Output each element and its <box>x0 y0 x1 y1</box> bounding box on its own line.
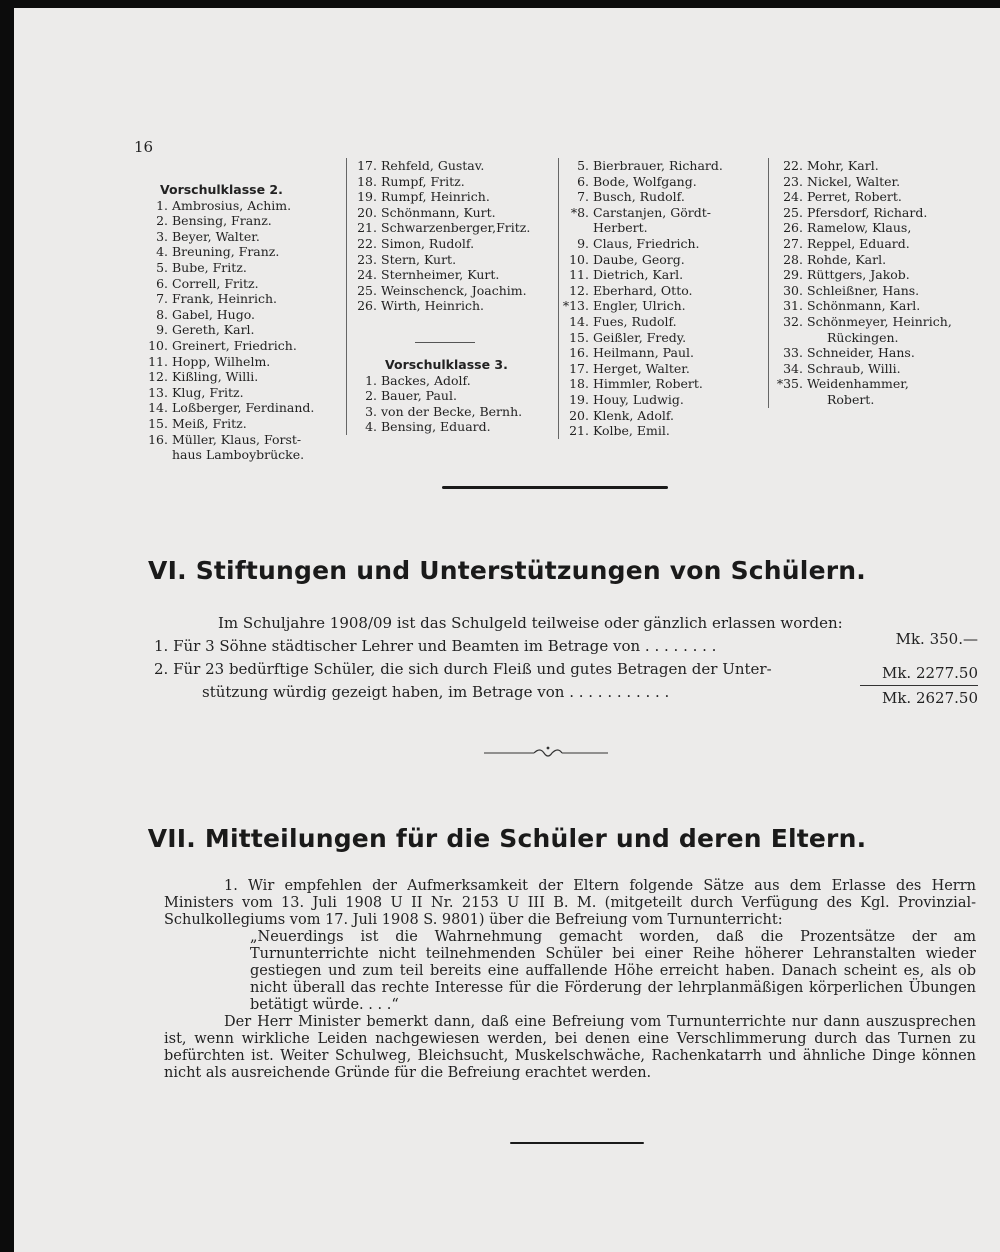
name-list <box>771 158 981 330</box>
entry-number: 2. <box>156 213 168 229</box>
name-list-column-4 <box>768 158 981 408</box>
list-entry <box>771 345 981 361</box>
entry-number: 22. <box>783 158 803 173</box>
name-list-column-3 <box>558 158 761 439</box>
list-entry <box>140 416 345 432</box>
entry-number: 1. <box>365 372 377 388</box>
name-list <box>349 373 549 435</box>
entry-name: Meiß, Fritz. <box>172 415 247 431</box>
list-entry <box>140 307 345 323</box>
entry-name: Rumpf, Fritz. <box>381 173 465 189</box>
list-entry <box>140 354 345 370</box>
entry-name: Wirth, Heinrich. <box>381 298 484 314</box>
entry-name: von der Becke, Bernh. <box>381 403 523 419</box>
list-entry <box>561 158 761 174</box>
entry-number: 10. <box>569 251 589 267</box>
section-heading: VI. Stiftungen und Unterstützungen von Schülern. <box>148 556 866 585</box>
entry-number: 6. <box>156 275 168 291</box>
list-entry <box>561 392 761 408</box>
entry-name: Schönmeyer, Heinrich, <box>807 313 952 329</box>
entry-number: 19. <box>357 189 377 205</box>
entry-number: 11. <box>148 353 168 369</box>
ornament-divider <box>484 744 608 760</box>
list-entry <box>561 361 761 377</box>
paragraph: 1. Wir empfehlen der Aufmerksamkeit der Eltern folgende Sätze aus dem Erlasse des Herrn Ministers vom 13. Juli 1908 U II Nr. 2153 U III B. M. (mitgeteilt durch Verfügung des Kgl. Provinzial-Schulkollegiums vom 17. Juli 1908 S. 9801) über die Befreiung vom Turnunterricht: <box>164 878 976 928</box>
entry-number: 4. <box>365 419 377 435</box>
list-entry <box>561 174 761 190</box>
entry-name: Sternheimer, Kurt. <box>381 267 500 283</box>
entry-name: Stern, Kurt. <box>381 251 457 267</box>
entry-name: Gabel, Hugo. <box>172 306 256 322</box>
entry-name: Rehfeld, Gustav. <box>381 158 485 173</box>
entry-number: 4. <box>156 244 168 260</box>
fee-item: 1. Für 3 Söhne städtischer Lehrer und Beamten im Betrage von . . . . . . . . <box>154 637 717 655</box>
entry-name: Schneider, Hans. <box>807 345 915 361</box>
entry-name: Engler, Ulrich. <box>593 298 686 314</box>
entry-number: 15. <box>569 329 589 345</box>
entry-name: Ambrosius, Achim. <box>172 197 292 213</box>
entry-number: 21. <box>357 220 377 236</box>
list-entry <box>349 220 549 236</box>
entry-name: Rohde, Karl. <box>807 251 887 267</box>
entry-number: 5. <box>156 259 168 275</box>
entry-name: Pfersdorf, Richard. <box>807 204 928 220</box>
entry-number: 33. <box>783 345 803 361</box>
list-entry <box>349 373 549 389</box>
entry-number: 17. <box>357 158 377 173</box>
entry-name: Dietrich, Karl. <box>593 267 684 283</box>
list-entry <box>349 252 549 268</box>
entry-number: 24. <box>783 189 803 205</box>
page-number: 16 <box>134 138 154 156</box>
entry-number: 15. <box>148 415 168 431</box>
name-list <box>561 158 761 220</box>
entry-number: 13. <box>148 384 168 400</box>
entry-number: 1. <box>156 197 168 213</box>
amount: Mk. 350.— <box>895 630 978 648</box>
entry-name: Frank, Heinrich. <box>172 291 278 307</box>
document-page <box>14 8 1000 1252</box>
entry-name: Klug, Fritz. <box>172 384 244 400</box>
entry-number: 16. <box>569 345 589 361</box>
entry-number: 9. <box>156 322 168 338</box>
list-entry <box>349 236 549 252</box>
class-heading: Vorschulklasse 3. <box>385 356 508 372</box>
name-list <box>561 236 761 439</box>
entry-number: 21. <box>569 423 589 439</box>
list-entry <box>140 432 345 448</box>
entry-name: Carstanjen, Gördt- <box>593 204 711 220</box>
list-entry <box>561 314 761 330</box>
entry-name: Rüttgers, Jakob. <box>807 267 910 283</box>
entry-name: Schönmann, Karl. <box>807 298 921 314</box>
entry-number: 27. <box>783 235 803 251</box>
entry-number: *35. <box>776 376 803 392</box>
entry-number: 30. <box>783 282 803 298</box>
list-entry <box>561 252 761 268</box>
list-entry <box>561 345 761 361</box>
entry-number: 18. <box>357 173 377 189</box>
entry-name: Weidenhammer, <box>807 376 909 392</box>
entry-number: 20. <box>357 204 377 220</box>
entry-number: 31. <box>783 298 803 314</box>
fee-item-continuation: stützung würdig gezeigt haben, im Betrage von . . . . . . . . . . . <box>202 683 670 701</box>
entry-number: 7. <box>577 189 589 205</box>
entry-number: 14. <box>148 400 168 416</box>
quotation: „Neuerdings ist die Wahrnehmung gemacht worden, daß die Prozentsätze der am Turnunterrichte nicht teilnehmenden Schüler bei einer Reihe höherer Lehranstalten wieder gestiegen und zum teil bereits eine auffallende Höhe erreicht haben. Danach scheint es, als ob nicht überall das rechte Interesse für die Förderung der lehrplanmäßigen körperlichen Übungen betätigt würde. . . .“ <box>250 929 976 1013</box>
list-entry <box>771 220 981 236</box>
section-divider <box>510 1142 644 1144</box>
entry-number: 5. <box>577 158 589 173</box>
entry-name: Himmler, Robert. <box>593 376 703 392</box>
entry-number: 12. <box>569 282 589 298</box>
entry-name: Schraub, Willi. <box>807 360 901 376</box>
list-entry <box>349 189 549 205</box>
list-entry <box>349 174 549 190</box>
name-list-column-2 <box>346 158 549 435</box>
divider <box>415 342 475 343</box>
list-entry <box>561 236 761 252</box>
entry-name: Beyer, Walter. <box>172 228 260 244</box>
entry-name: Rumpf, Heinrich. <box>381 189 490 205</box>
list-entry <box>140 229 345 245</box>
paragraph: Im Schuljahre 1908/09 ist das Schulgeld teilweise oder gänzlich erlassen worden: <box>218 614 843 632</box>
entry-number: 9. <box>577 235 589 251</box>
list-entry <box>140 260 345 276</box>
entry-name: Daube, Georg. <box>593 251 685 267</box>
entry-number: 28. <box>783 251 803 267</box>
entry-number: 17. <box>569 360 589 376</box>
list-entry <box>349 404 549 420</box>
entry-number: 3. <box>156 228 168 244</box>
list-entry <box>349 158 549 174</box>
list-entry <box>561 408 761 424</box>
list-entry <box>140 213 345 229</box>
entry-name: Heilmann, Paul. <box>593 345 694 361</box>
entry-name: Bube, Fritz. <box>172 259 247 275</box>
entry-number: 32. <box>783 313 803 329</box>
entry-number: 26. <box>357 298 377 314</box>
list-entry <box>140 198 345 214</box>
entry-name: Greinert, Friedrich. <box>172 337 297 353</box>
entry-number: *8. <box>570 204 589 220</box>
entry-number: 18. <box>569 376 589 392</box>
entry-name: Reppel, Eduard. <box>807 235 910 251</box>
entry-number: 6. <box>577 173 589 189</box>
list-entry <box>349 298 549 314</box>
entry-number: 11. <box>569 267 589 283</box>
list-entry <box>561 298 761 314</box>
entry-number: 2. <box>365 388 377 404</box>
entry-number: 12. <box>148 369 168 385</box>
fee-item: 2. Für 23 bedürftige Schüler, die sich durch Fleiß und gutes Betragen der Unter- <box>154 660 772 678</box>
entry-number: *13. <box>562 298 589 314</box>
entry-name: Müller, Klaus, Forst- <box>172 431 302 447</box>
body-text <box>164 878 976 1082</box>
entry-number: 14. <box>569 313 589 329</box>
entry-name: Klenk, Adolf. <box>593 407 675 423</box>
list-entry <box>140 369 345 385</box>
list-entry <box>349 419 549 435</box>
entry-continuation: Robert. <box>827 391 875 407</box>
entry-name: Herget, Walter. <box>593 360 690 376</box>
entry-name: Bode, Wolfgang. <box>593 173 697 189</box>
name-list <box>140 198 345 448</box>
list-entry <box>349 388 549 404</box>
entry-name: Bierbrauer, Richard. <box>593 158 723 173</box>
entry-name: Correll, Fritz. <box>172 275 259 291</box>
list-entry <box>561 423 761 439</box>
entry-name: Loßberger, Ferdinand. <box>172 400 315 416</box>
amount: Mk. 2277.50 <box>881 664 978 682</box>
list-entry <box>140 276 345 292</box>
entry-name: Fues, Rudolf. <box>593 313 677 329</box>
entry-name: Houy, Ludwig. <box>593 391 684 407</box>
entry-name: Simon, Rudolf. <box>381 235 475 251</box>
entry-number: 3. <box>365 403 377 419</box>
list-entry <box>140 385 345 401</box>
entry-name: Kolbe, Emil. <box>593 423 670 439</box>
entry-number: 26. <box>783 220 803 236</box>
list-entry <box>140 338 345 354</box>
list-entry <box>771 267 981 283</box>
section-divider <box>442 486 668 489</box>
total-amount: Mk. 2627.50 <box>881 689 978 707</box>
entry-name: Weinschenck, Joachim. <box>381 282 527 298</box>
list-entry <box>561 376 761 392</box>
list-entry <box>140 322 345 338</box>
entry-number: 16. <box>148 431 168 447</box>
name-list <box>349 158 549 314</box>
list-entry <box>140 400 345 416</box>
entry-name: Schleißner, Hans. <box>807 282 920 298</box>
list-entry <box>561 267 761 283</box>
class-heading: Vorschulklasse 2. <box>160 182 283 197</box>
paragraph: Der Herr Minister bemerkt dann, daß eine Befreiung vom Turnunterrichte nur dann auszusprechen ist, wenn wirkliche Leiden nachgewiesen werden, bei denen eine Verschlimmerung durch das Turnen zu befürchten ist. Weiter Schulweg, Bleichsucht, Muskelschwäche, Rachenkatarrh und ähnliche Dinge können nicht als ausreichende Gründe für die Befreiung erachtet werden. <box>164 1014 976 1081</box>
entry-name: Hopp, Wilhelm. <box>172 353 271 369</box>
entry-name: Bensing, Eduard. <box>381 419 491 435</box>
list-entry <box>561 189 761 205</box>
list-entry <box>771 314 981 330</box>
entry-name: Ramelow, Klaus, <box>807 220 912 236</box>
sum-rule <box>860 685 978 686</box>
entry-name: Claus, Friedrich. <box>593 235 700 251</box>
entry-continuation: Herbert. <box>593 220 648 236</box>
entry-name: Kißling, Willi. <box>172 369 259 385</box>
list-entry <box>349 205 549 221</box>
entry-number: 22. <box>357 235 377 251</box>
entry-number: 29. <box>783 267 803 283</box>
entry-number: 19. <box>569 391 589 407</box>
list-entry <box>771 205 981 221</box>
entry-name: Schönmann, Kurt. <box>381 204 496 220</box>
entry-name: Mohr, Karl. <box>807 158 879 173</box>
entry-number: 20. <box>569 407 589 423</box>
list-entry <box>771 283 981 299</box>
entry-number: 7. <box>156 291 168 307</box>
entry-name: Geißler, Fredy. <box>593 329 687 345</box>
entry-continuation: Rückingen. <box>827 329 899 345</box>
entry-number: 24. <box>357 267 377 283</box>
list-entry <box>771 174 981 190</box>
entry-name: Backes, Adolf. <box>381 372 471 388</box>
list-entry <box>561 330 761 346</box>
list-entry <box>140 244 345 260</box>
name-list-column-1 <box>140 158 345 463</box>
entry-number: 23. <box>783 173 803 189</box>
name-list <box>771 345 981 392</box>
entry-name: Bensing, Franz. <box>172 213 272 229</box>
entry-number: 8. <box>156 306 168 322</box>
list-entry <box>771 236 981 252</box>
entry-number: 25. <box>357 282 377 298</box>
entry-name: Gereth, Karl. <box>172 322 255 338</box>
entry-number: 34. <box>783 360 803 376</box>
entry-name: Breuning, Franz. <box>172 244 280 260</box>
entry-name: Schwarzenberger,Fritz. <box>381 220 531 236</box>
entry-number: 10. <box>148 337 168 353</box>
list-entry <box>771 376 981 392</box>
list-entry <box>771 189 981 205</box>
entry-name: Perret, Robert. <box>807 189 902 205</box>
entry-continuation: haus Lamboybrücke. <box>172 447 305 463</box>
list-entry <box>771 252 981 268</box>
entry-number: 23. <box>357 251 377 267</box>
list-entry <box>140 291 345 307</box>
list-entry <box>561 205 761 221</box>
list-entry <box>561 283 761 299</box>
section-heading: VII. Mitteilungen für die Schüler und deren Eltern. <box>147 824 867 853</box>
list-entry <box>349 283 549 299</box>
entry-name: Nickel, Walter. <box>807 173 901 189</box>
list-entry <box>771 361 981 377</box>
entry-name: Bauer, Paul. <box>381 388 457 404</box>
list-entry <box>771 158 981 174</box>
entry-name: Eberhard, Otto. <box>593 282 693 298</box>
list-entry <box>349 267 549 283</box>
entry-number: 25. <box>783 204 803 220</box>
entry-name: Busch, Rudolf. <box>593 189 685 205</box>
list-entry <box>771 298 981 314</box>
